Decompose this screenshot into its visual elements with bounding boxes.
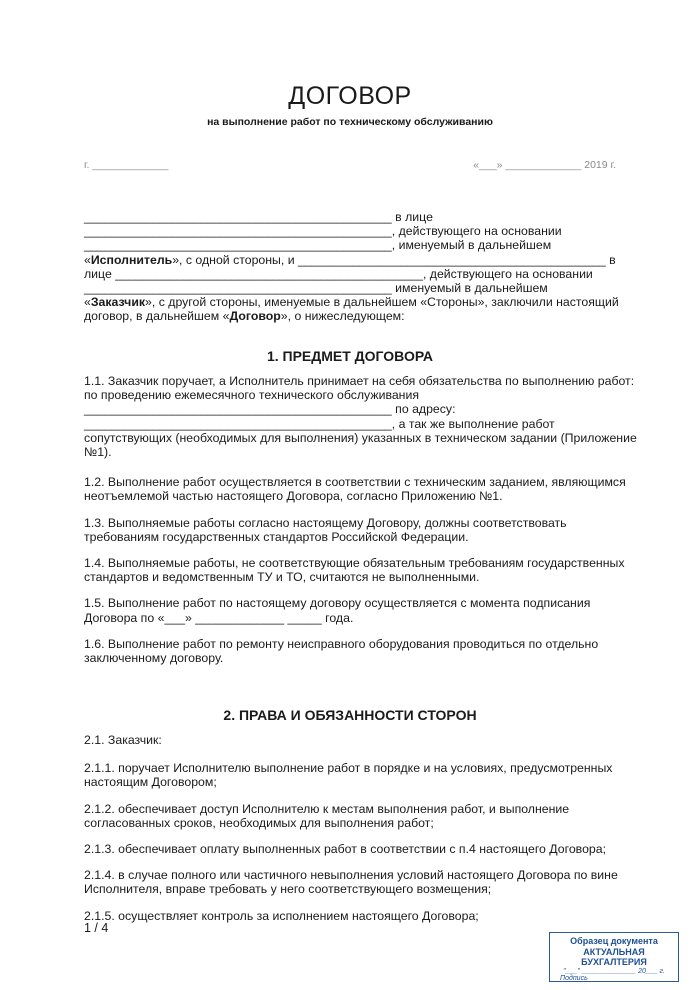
section-1-body <box>84 374 637 675</box>
clause-1-3: 1.3. Выполняемые работы согласно настоящему Договору, должны соответствовать требованиям государственных стандартов Российской Федерации. <box>84 515 567 544</box>
sample-stamp <box>549 932 679 982</box>
clause-1-6: 1.6. Выполнение работ по ремонту неисправного оборудования проводиться по отдельно заключенному договору. <box>84 636 599 666</box>
section-2-body <box>84 733 616 933</box>
clause-2-1-4: 2.1.4. в случае полного или частичного невыполнения условий настоящего Договора по вине Исполнителя, вправе требовать у него соответствующего возмещения; <box>84 868 618 897</box>
preamble-line: _____________________________________________, именуемый в дальнейшем <box>84 238 552 253</box>
clause-2-1-5: 2.1.5. осуществляет контроль за исполнением настоящего Договора; <box>84 908 479 923</box>
place-field: г. _____________ <box>84 159 169 171</box>
clause-1-2: 1.2. Выполнение работ осуществляется в соответствии с техническим заданием, являющимся неотъемлемой частью настоящего Договора, согласно Приложению №1. <box>84 475 626 504</box>
clause-2-1-3: 2.1.3. обеспечивает оплату выполненных работ в соответствии с п.4 настоящего Договора; <box>84 842 606 857</box>
date-field: «___» _____________ 2019 г. <box>473 159 616 171</box>
page-number: 1 / 4 <box>84 921 109 935</box>
section-2-heading: 2. ПРАВА И ОБЯЗАННОСТИ СТОРОН <box>223 707 477 723</box>
preamble-line: _____________________________________________, действующего на основании <box>84 224 562 239</box>
preamble-line: _____________________________________________ в лице <box>84 210 433 224</box>
document-title: ДОГОВОР <box>288 82 412 110</box>
executor-term: Исполнитель <box>90 252 173 267</box>
stamp-line: Образец документа <box>570 936 658 946</box>
clause-2-1-2: 2.1.2. обеспечивает доступ Исполнителю к местам выполнения работ, и выполнение согласованных сроков, необходимых для выполнения работ; <box>84 801 570 830</box>
section-1-heading: 1. ПРЕДМЕТ ДОГОВОРА <box>266 348 434 364</box>
clause-1-4: 1.4. Выполняемые работы, не соответствующие обязательным требованиям государственных стандартов и ведомственным ТУ и ТО, считаются не выполненными. <box>84 556 625 585</box>
stamp-line: Подпись <box>560 975 588 982</box>
clause-1-5: 1.5. Выполнение работ по настоящему договору осуществляется с момента подписания Договора по «___» _____________ _____ года. <box>84 596 591 625</box>
preamble-line: лице _____________________________________________, действующего на основании <box>84 266 593 281</box>
preamble-line: договор, в дальнейшем «Договор», о нижеследующем: <box>84 309 405 324</box>
preamble-line: _____________________________________________ именуемый в дальнейшем <box>84 281 548 296</box>
preamble-line: «Исполнитель», с одной стороны, и _____________________________________________ в <box>84 252 616 267</box>
clause-2-1: 2.1. Заказчик: <box>84 733 162 747</box>
preamble <box>84 210 619 324</box>
customer-term: Заказчик <box>90 295 146 310</box>
stamp-line: АКТУАЛЬНАЯ БУХГАЛТЕРИЯ <box>581 947 647 967</box>
clause-2-1-1: 2.1.1. поручает Исполнителю выполнение работ в порядке и на условиях, предусмотренных настоящим Договором; <box>84 761 613 790</box>
stamp-line: "___" ______________ 20___ г. <box>563 968 665 975</box>
clause-1-1: 1.1. Заказчик поручает, а Исполнитель принимает на себя обязательства по выполнению работ: по проведению ежемесячного технического обслуживания _____________________________________________ по адресу: _____________________________________________, а так же выполнение работ сопутствующих (необходимых для выполнения) указанных в техническом задании (Приложение №1). <box>84 374 637 460</box>
document-subtitle: на выполнение работ по техническому обслуживанию <box>207 116 493 128</box>
contract-term: Договор <box>229 309 281 324</box>
preamble-line: «Заказчик», с другой стороны, именуемые в дальнейшем «Стороны», заключили настоящий <box>84 295 619 310</box>
